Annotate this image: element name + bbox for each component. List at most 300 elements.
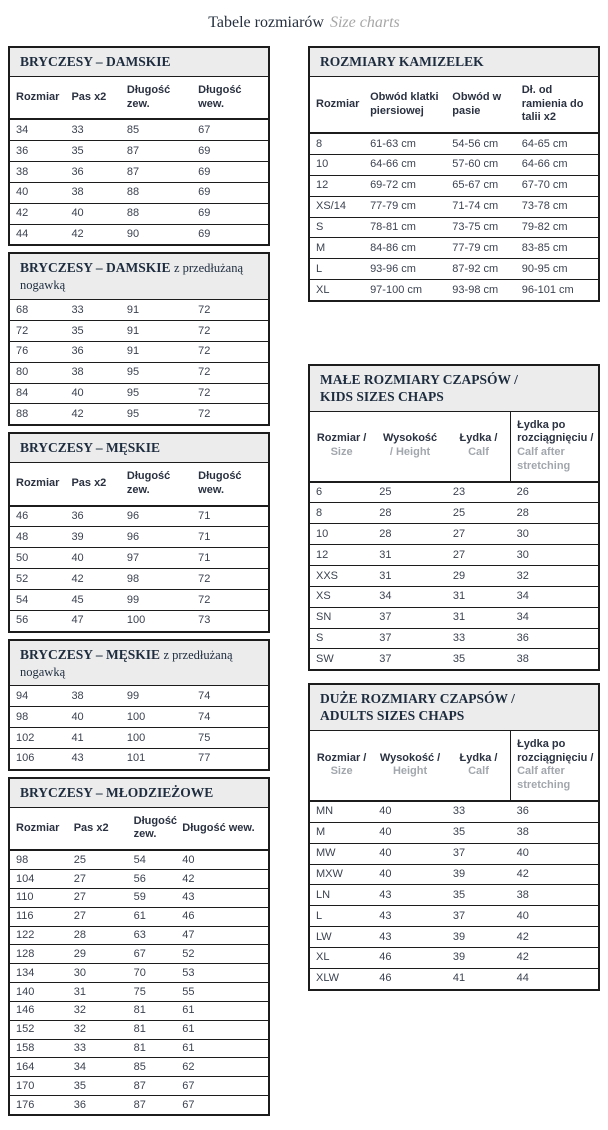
table-row — [10, 203, 268, 224]
table-title-suffix: z przedłużaną nogawką — [20, 647, 233, 679]
table-cell: XS — [310, 586, 373, 607]
table-cell: 46 — [373, 947, 447, 968]
table-cell: SN — [310, 607, 373, 628]
table-row — [310, 649, 598, 669]
table-cell: 87 — [121, 162, 192, 183]
table-cell: LN — [310, 885, 373, 906]
table-adults-chaps — [308, 683, 600, 990]
table-row — [310, 133, 598, 154]
table-row — [310, 545, 598, 566]
table-cell: 65-67 cm — [446, 175, 515, 196]
table-row — [310, 607, 598, 628]
table-cell: 28 — [68, 926, 128, 945]
table-cell: L — [310, 906, 373, 927]
table-row — [10, 119, 268, 140]
table-cell: 48 — [10, 527, 65, 548]
table-row — [10, 182, 268, 203]
table-row — [310, 503, 598, 524]
table-cell: 46 — [373, 968, 447, 988]
table-row — [10, 569, 268, 590]
table-cell: 40 — [511, 906, 598, 927]
header-en: Size — [330, 446, 353, 459]
col-header-dl-ramienia: Dł. od ramienia do talii x2 — [516, 77, 598, 133]
table-cell: 36 — [511, 628, 598, 649]
table-cell: 59 — [128, 888, 177, 907]
header-pl: Łydka / — [459, 751, 498, 764]
table-cell: 30 — [511, 524, 598, 545]
table-cell: 25 — [447, 503, 511, 524]
col-header-obwod-pasie: Obwód w pasie — [446, 77, 515, 133]
table-row — [310, 154, 598, 175]
table-title-line1: DUŻE ROZMIARY CZAPSÓW / — [320, 691, 515, 707]
table-cell: 33 — [71, 123, 84, 136]
table-cell: 87 — [128, 1077, 177, 1096]
size-table — [310, 731, 598, 989]
col-header-pas-x2: Pas x2 — [68, 808, 128, 851]
table-cell: 91 — [121, 321, 192, 342]
table-cell: 31 — [68, 983, 128, 1002]
table-cell: 42 — [10, 203, 65, 224]
table-cell: 43 — [373, 885, 447, 906]
table-title — [310, 685, 598, 731]
table-cell: 29 — [68, 945, 128, 964]
table-cell: 52 — [176, 945, 268, 964]
table-row — [10, 748, 268, 768]
table-cell: 73 — [192, 610, 268, 630]
table-row — [10, 141, 268, 162]
table-cell: 158 — [10, 1039, 68, 1058]
table-cell: 44 — [511, 968, 598, 988]
table-cell: 33 — [71, 303, 84, 316]
table-title-text: BRYCZESY – DAMSKIE — [20, 54, 171, 69]
table-row — [10, 506, 268, 527]
table-cell: 54 — [133, 853, 146, 866]
size-table — [10, 808, 268, 1114]
table-row — [10, 850, 268, 869]
table-cell: 170 — [10, 1077, 68, 1096]
table-cell: 78-81 cm — [364, 217, 446, 238]
col-header-lydka-po-rozciagnieciu — [511, 412, 598, 482]
table-cell: 37 — [373, 649, 447, 669]
table-cell: 61 — [176, 1039, 268, 1058]
table-title — [10, 779, 268, 808]
table-row — [10, 983, 268, 1002]
table-cell: 42 — [176, 870, 268, 889]
header-en: Calf after stretching — [517, 446, 571, 472]
table-cell: 29 — [447, 566, 511, 587]
table-cell: 72 — [192, 404, 268, 424]
header-pl: Wysokość / — [379, 751, 441, 764]
table-cell: 67 — [176, 1096, 268, 1114]
table-cell: XL — [310, 280, 364, 300]
table-cell: 35 — [447, 822, 511, 843]
table-cell: 72 — [192, 341, 268, 362]
size-table — [310, 412, 598, 670]
col-header-wysokosc-height — [373, 412, 447, 482]
table-cell: 96 — [121, 527, 192, 548]
table-row — [10, 686, 268, 706]
col-header-wysokosc-height — [373, 731, 447, 801]
table-cell: 38 — [511, 885, 598, 906]
col-header-dlugosc-wew: Długość wew. — [192, 463, 268, 506]
table-cell: 69 — [192, 162, 268, 183]
table-cell: L — [310, 259, 364, 280]
table-cell: 88 — [121, 182, 192, 203]
table-cell: 54 — [10, 590, 65, 611]
table-cell: 34 — [68, 1058, 128, 1077]
table-cell: 43 — [176, 888, 268, 907]
table-row — [10, 1096, 268, 1114]
table-row — [10, 945, 268, 964]
table-cell: 38 — [10, 162, 65, 183]
col-header-lydka-calf — [447, 731, 511, 801]
table-cell: 67 — [128, 945, 177, 964]
table-cell: 27 — [68, 870, 128, 889]
table-cell: 90-95 cm — [516, 259, 598, 280]
table-cell: 73-75 cm — [446, 217, 515, 238]
table-cell: 28 — [373, 524, 447, 545]
table-row — [310, 968, 598, 988]
table-cell: 40 — [65, 203, 120, 224]
table-cell: 72 — [192, 362, 268, 383]
table-cell: 52 — [10, 569, 65, 590]
table-cell: 38 — [65, 182, 120, 203]
table-cell: 72 — [192, 569, 268, 590]
table-cell: 27 — [68, 907, 128, 926]
table-cell: 87 — [128, 1096, 177, 1114]
table-cell: 27 — [447, 545, 511, 566]
table-row — [10, 1001, 268, 1020]
table-row — [310, 280, 598, 300]
col-header-rozmiar-size — [310, 731, 373, 801]
table-cell: 10 — [310, 524, 373, 545]
table-row — [10, 362, 268, 383]
table-cell: 8 — [316, 137, 323, 150]
table-cell: 36 — [516, 805, 529, 818]
header-row — [310, 412, 598, 482]
header-pl: Rozmiar / — [316, 751, 367, 764]
table-title-line2: KIDS SIZES CHAPS — [320, 388, 444, 404]
page-title — [8, 14, 600, 32]
table-cell: 71 — [192, 548, 268, 569]
table-cell: 43 — [373, 906, 447, 927]
table-cell: 47 — [65, 610, 120, 630]
table-cell: 61 — [176, 1001, 268, 1020]
table-cell: M — [310, 822, 373, 843]
table-cell: 37 — [447, 843, 511, 864]
table-cell: 77-79 cm — [446, 238, 515, 259]
table-bryczesy-meskie — [8, 432, 270, 632]
page-title-pl: Tabele rozmiarów — [208, 14, 324, 31]
table-cell: 88 — [10, 404, 65, 424]
table-cell: MW — [310, 843, 373, 864]
table-row — [10, 548, 268, 569]
table-cell: 27 — [68, 888, 128, 907]
table-cell: 36 — [65, 341, 120, 362]
table-cell: 110 — [10, 888, 68, 907]
table-cell: SW — [310, 649, 373, 669]
header-pl: Łydka po rozciągnięciu / — [517, 737, 594, 764]
page-subtitle-en: Size charts — [329, 14, 400, 31]
table-cell: 74 — [192, 707, 268, 728]
table-cell: 72 — [192, 383, 268, 404]
table-row — [310, 217, 598, 238]
table-cell: 88 — [121, 203, 192, 224]
table-row — [310, 947, 598, 968]
table-cell: 69 — [192, 203, 268, 224]
table-cell: 40 — [379, 805, 392, 818]
table-row — [10, 341, 268, 362]
table-cell: 42 — [65, 224, 120, 244]
table-cell: 72 — [192, 321, 268, 342]
table-cell: 35 — [65, 141, 120, 162]
table-cell: 38 — [511, 649, 598, 669]
header-en: Calf after stretching — [517, 765, 571, 792]
table-row — [310, 196, 598, 217]
table-cell: 36 — [65, 162, 120, 183]
table-cell: 75 — [128, 983, 177, 1002]
table-row — [310, 801, 598, 822]
header-pl: Łydka po rozciągnięciu / — [517, 418, 594, 445]
table-row — [10, 527, 268, 548]
table-row — [310, 586, 598, 607]
table-row — [310, 906, 598, 927]
table-cell: 85 — [128, 1058, 177, 1077]
table-row — [10, 590, 268, 611]
table-cell: 99 — [126, 689, 140, 702]
table-cell: 35 — [65, 321, 120, 342]
table-cell: 80 — [10, 362, 65, 383]
col-header-dlugosc-wew: Długość wew. — [192, 77, 268, 120]
table-cell: 97-100 cm — [364, 280, 446, 300]
table-cell: 38 — [65, 362, 120, 383]
table-cell: 69 — [192, 141, 268, 162]
table-cell: XLW — [310, 968, 373, 988]
table-cell: 87 — [121, 141, 192, 162]
table-cell: 10 — [310, 154, 364, 175]
table-cell: 62 — [176, 1058, 268, 1077]
table-cell: 8 — [310, 503, 373, 524]
table-cell: 90 — [121, 224, 192, 244]
table-row — [10, 728, 268, 749]
table-cell: 122 — [10, 926, 68, 945]
col-header-lydka-calf — [447, 412, 511, 482]
table-cell: 39 — [447, 864, 511, 885]
table-row — [310, 822, 598, 843]
header-pl: Wysokość — [382, 432, 438, 445]
table-row — [310, 238, 598, 259]
col-header-pas-x2: Pas x2 — [65, 77, 120, 120]
table-cell: 95 — [121, 383, 192, 404]
table-row — [10, 926, 268, 945]
table-cell: 76 — [10, 341, 65, 362]
table-cell: 83-85 cm — [516, 238, 598, 259]
header-en: / Height — [389, 446, 431, 459]
col-header-pas-x2: Pas x2 — [65, 463, 120, 506]
col-header-lydka-po-rozciagnieciu — [511, 731, 598, 801]
table-cell: 96-101 cm — [516, 280, 598, 300]
table-cell: 95 — [121, 404, 192, 424]
table-cell: 102 — [10, 728, 65, 749]
table-cell: M — [310, 238, 364, 259]
table-cell: 93-96 cm — [364, 259, 446, 280]
table-cell: 81 — [128, 1001, 177, 1020]
table-title-text: BRYCZESY – MĘSKIE — [20, 440, 161, 456]
table-cell: 12 — [310, 175, 364, 196]
table-cell: 61 — [176, 1020, 268, 1039]
table-row — [10, 162, 268, 183]
table-cell: 43 — [373, 927, 447, 948]
table-cell: 39 — [65, 527, 120, 548]
col-header-dlugosc-zew: Długość zew. — [128, 808, 177, 851]
table-cell: 81 — [128, 1020, 177, 1039]
table-row — [10, 1020, 268, 1039]
table-cell: MXW — [310, 864, 373, 885]
header-pl: Łydka / — [459, 432, 498, 445]
table-cell: 54-56 cm — [452, 137, 499, 150]
col-header-dlugosc-wew: Długość wew. — [176, 808, 268, 851]
table-cell: 56 — [128, 870, 177, 889]
table-cell: 98 — [10, 707, 65, 728]
table-cell: 34 — [16, 123, 29, 136]
table-cell: MN — [316, 805, 334, 818]
table-cell: 79-82 cm — [516, 217, 598, 238]
table-cell: 61-63 cm — [370, 137, 416, 150]
table-title-text: BRYCZESY – MŁODZIEŻOWE — [20, 784, 214, 800]
table-cell: 71-74 cm — [446, 196, 515, 217]
table-cell: 100 — [121, 707, 192, 728]
table-title — [10, 434, 268, 463]
table-cell: XS/14 — [310, 196, 364, 217]
table-cell: 42 — [65, 569, 120, 590]
header-row — [310, 731, 598, 801]
table-cell: 33 — [68, 1039, 128, 1058]
table-cell: 128 — [10, 945, 68, 964]
col-header-rozmiar: Rozmiar — [310, 77, 364, 133]
table-row — [10, 707, 268, 728]
table-cell: 40 — [373, 822, 447, 843]
table-cell: 40 — [373, 843, 447, 864]
table-cell: 34 — [511, 586, 598, 607]
table-cell: 91 — [121, 341, 192, 362]
table-cell: 32 — [68, 1020, 128, 1039]
table-cell: 106 — [10, 748, 65, 768]
table-cell: 36 — [10, 141, 65, 162]
table-cell: 25 — [73, 853, 86, 866]
left-column — [8, 46, 270, 1122]
table-cell: 26 — [516, 486, 529, 499]
table-kids-chaps — [308, 364, 600, 671]
table-cell: 56 — [10, 610, 65, 630]
table-cell: 45 — [65, 590, 120, 611]
table-row — [310, 885, 598, 906]
table-cell: 64-66 cm — [364, 154, 446, 175]
table-cell: 104 — [10, 870, 68, 889]
table-cell: LW — [310, 927, 373, 948]
table-cell: 97 — [121, 548, 192, 569]
table-title-text: BRYCZESY – MĘSKIE — [20, 646, 161, 662]
col-header-rozmiar: Rozmiar — [10, 463, 65, 506]
table-bryczesy-mlodziezowe — [8, 777, 270, 1116]
table-bryczesy-damskie-przedluzana — [8, 252, 270, 426]
table-cell: 34 — [511, 607, 598, 628]
table-row — [10, 300, 268, 320]
table-cell: 32 — [511, 566, 598, 587]
table-cell: 40 — [182, 853, 195, 866]
table-cell: 43 — [65, 748, 120, 768]
table-cell: 98 — [16, 853, 29, 866]
table-cell: S — [310, 628, 373, 649]
table-cell: 152 — [10, 1020, 68, 1039]
table-cell: 37 — [447, 906, 511, 927]
table-cell: 64-65 cm — [521, 137, 568, 150]
table-cell: 46 — [176, 907, 268, 926]
table-cell: 35 — [68, 1077, 128, 1096]
table-cell: 100 — [121, 728, 192, 749]
table-cell: 74 — [198, 689, 211, 702]
table-cell: 61 — [128, 907, 177, 926]
table-cell: 116 — [10, 907, 68, 926]
size-table — [310, 77, 598, 300]
table-cell: 64-66 cm — [516, 154, 598, 175]
table-cell: 36 — [71, 510, 84, 523]
table-row — [10, 321, 268, 342]
table-row — [310, 524, 598, 545]
table-cell: 36 — [68, 1096, 128, 1114]
table-cell: 37 — [373, 607, 447, 628]
table-cell: 93-98 cm — [446, 280, 515, 300]
table-cell: 69 — [192, 182, 268, 203]
table-cell: 27 — [447, 524, 511, 545]
table-cell: 100 — [121, 610, 192, 630]
table-cell: 34 — [373, 586, 447, 607]
table-cell: 41 — [65, 728, 120, 749]
table-cell: 134 — [10, 964, 68, 983]
table-row — [10, 1058, 268, 1077]
table-cell: 31 — [447, 586, 511, 607]
table-cell: 69-72 cm — [364, 175, 446, 196]
table-cell: 28 — [511, 503, 598, 524]
table-cell: 28 — [373, 503, 447, 524]
table-row — [10, 224, 268, 244]
table-cell: 69 — [192, 224, 268, 244]
table-cell: S — [310, 217, 364, 238]
table-row — [10, 404, 268, 424]
table-cell: 84-86 cm — [364, 238, 446, 259]
table-row — [310, 482, 598, 503]
size-table — [10, 686, 268, 768]
table-cell: 84 — [10, 383, 65, 404]
table-row — [10, 888, 268, 907]
table-cell: 94 — [16, 689, 29, 702]
table-cell: 40 — [65, 383, 120, 404]
table-cell: 12 — [310, 545, 373, 566]
col-header-dlugosc-zew: Długość zew. — [121, 77, 192, 120]
table-cell: 164 — [10, 1058, 68, 1077]
table-cell: 42 — [511, 947, 598, 968]
table-title — [310, 48, 598, 77]
table-cell: 40 — [10, 182, 65, 203]
table-cell: 71 — [192, 527, 268, 548]
table-cell: 38 — [511, 822, 598, 843]
header-row — [10, 808, 268, 851]
size-table — [10, 300, 268, 424]
table-cell: 77 — [192, 748, 268, 768]
table-cell: 101 — [121, 748, 192, 768]
table-title — [10, 254, 268, 300]
table-title-suffix: z przedłużaną nogawką — [20, 261, 243, 293]
table-cell: 85 — [126, 123, 140, 136]
